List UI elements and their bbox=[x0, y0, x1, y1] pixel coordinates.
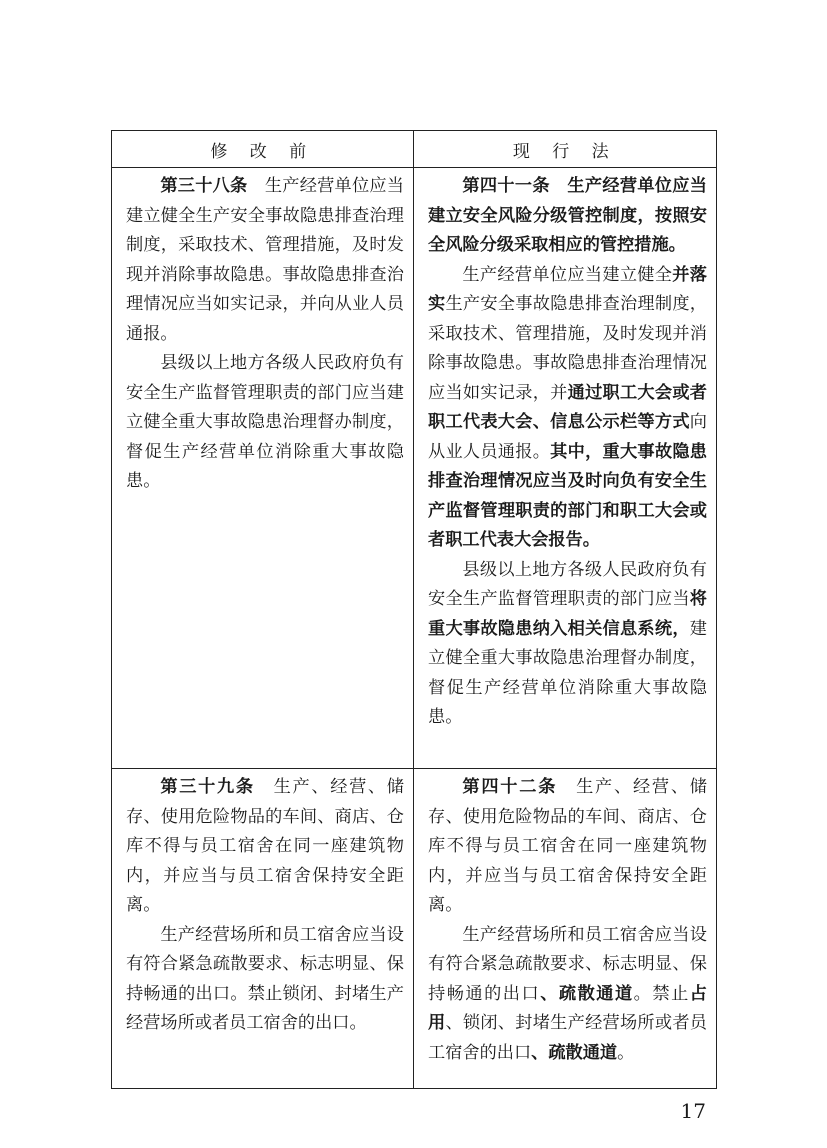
bold-text-segment: 、疏散通道 bbox=[531, 1042, 618, 1063]
table-row bbox=[112, 769, 717, 1089]
bold-text-segment: 第三十九条 bbox=[160, 777, 255, 797]
text-segment: 县级以上地方各级人民政府负有安全生产监督管理职责的部门应当建立健全重大事故隐患治理督办制度，督促生产经营单位消除重大事故隐患。 bbox=[126, 353, 404, 491]
text-segment: 生产安全事故隐患排查治理制度，采取技术、管理措施，及时发现并消除事故隐患。事故隐患排查治理情况应当如实记录，并 bbox=[428, 294, 707, 403]
article-paragraph bbox=[126, 921, 404, 1039]
table-row bbox=[112, 168, 717, 769]
article-paragraph bbox=[126, 349, 404, 497]
text-segment: 生产、经营、储存、使用危险物品的车间、商店、仓库不得与员工宿舍在同一座建筑物内，并应当与员工宿舍保持安全距离。 bbox=[428, 777, 707, 915]
article-paragraph bbox=[126, 172, 404, 349]
article-paragraph bbox=[428, 556, 707, 733]
text-segment: 县级以上地方各级人民政府负有安全生产监督管理职责的部门应当 bbox=[428, 559, 707, 609]
bold-text-segment: 并落实 bbox=[428, 264, 707, 314]
article-paragraph bbox=[126, 773, 404, 921]
article-paragraph bbox=[428, 921, 707, 1069]
text-segment: 建立健全重大事故隐患治理督办制度，督促生产经营单位消除重大事故隐患。 bbox=[428, 618, 707, 727]
article-paragraph bbox=[428, 261, 707, 556]
text-segment: 。 bbox=[617, 1042, 635, 1063]
bold-text-segment: 第三十八条 bbox=[160, 176, 248, 196]
text-segment: 生产经营单位应当建立健全 bbox=[462, 264, 673, 285]
text-segment: 生产经营单位应当建立健全生产安全事故隐患排查治理制度，采取技术、管理措施，及时发现并消除事故隐患。事故隐患排查治理情况应当如实记录，并向从业人员通报。 bbox=[126, 176, 404, 344]
bold-text-segment: 将重大事故隐患纳入相关信息系统， bbox=[428, 589, 707, 639]
comparison-table bbox=[111, 130, 717, 1089]
text-segment: 、锁闭、封堵生产经营场所或者员工宿舍的出口 bbox=[428, 1013, 707, 1063]
text-segment: 生产经营场所和员工宿舍应当设有符合紧急疏散要求、标志明显、保持畅通的出口。禁止锁闭、封堵生产经营场所或者员工宿舍的出口。 bbox=[126, 924, 404, 1033]
bold-text-segment: 通过职工大会或者职工代表大会、信息公示栏等方式 bbox=[428, 382, 707, 432]
header-before-revision: 修 改 前 bbox=[112, 131, 414, 168]
table-header-row bbox=[112, 131, 717, 168]
article-41-new-cell bbox=[414, 168, 717, 769]
bold-text-segment: 其中，重大事故隐患排查治理情况应当及时向负有安全生产监督管理职责的部门和职工大会或者职工代表大会报告。 bbox=[428, 441, 707, 550]
text-segment: 生产、经营、储存、使用危险物品的车间、商店、仓库不得与员工宿舍在同一座建筑物内，并应当与员工宿舍保持安全距离。 bbox=[126, 777, 404, 915]
article-38-old-cell bbox=[112, 168, 414, 769]
bold-text-segment: 、疏散通道 bbox=[540, 983, 634, 1004]
text-segment: 生产经营场所和员工宿舍应当设有符合紧急疏散要求、标志明显、保持畅通的出口 bbox=[428, 924, 707, 1004]
bold-text-segment: 占用 bbox=[428, 983, 707, 1033]
article-paragraph bbox=[428, 773, 707, 921]
article-39-old-cell bbox=[112, 769, 414, 1089]
bold-text-segment: 第四十一条 生产经营单位应当建立安全风险分级管控制度，按照安全风险分级采取相应的管控措施。 bbox=[428, 176, 707, 255]
header-current-law: 现 行 法 bbox=[414, 131, 717, 168]
article-paragraph bbox=[428, 172, 707, 261]
text-segment: 向从业人员通报。 bbox=[428, 412, 707, 462]
page-number: 17 bbox=[680, 1099, 706, 1123]
article-42-new-cell bbox=[414, 769, 717, 1089]
bold-text-segment: 第四十二条 bbox=[462, 777, 558, 797]
text-segment: 。禁止 bbox=[633, 983, 690, 1004]
